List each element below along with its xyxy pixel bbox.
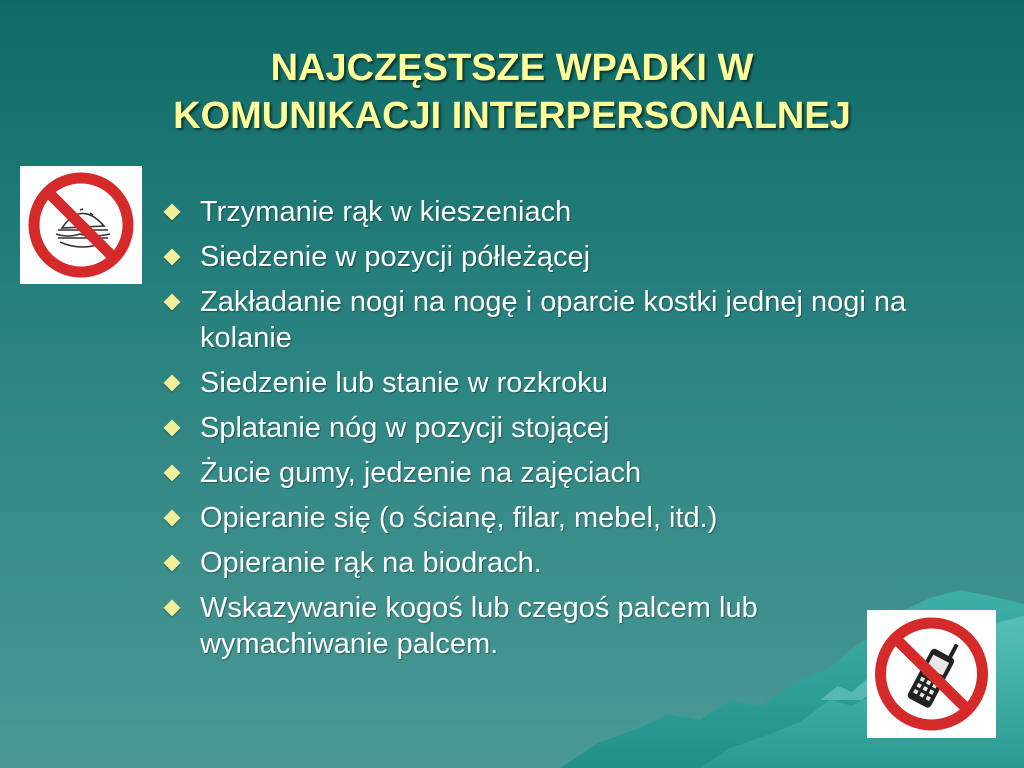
list-item-text: Siedzenie w pozycji półleżącej [200, 241, 591, 273]
diamond-bullet-icon [164, 600, 181, 617]
list-item-text: Opieranie rąk na biodrach. [200, 547, 542, 579]
list-item-text: Zakładanie nogi na nogę i oparcie kostki jednej nogi na kolanie [200, 286, 907, 354]
no-phone-sign-icon [867, 610, 996, 738]
list-item [160, 284, 920, 356]
diamond-bullet-icon [164, 204, 181, 221]
list-item-text: Siedzenie lub stanie w rozkroku [200, 367, 608, 399]
title-line-1: NAJCZĘSTSZE WPADKI W [270, 47, 754, 89]
list-item-text: Żucie gumy, jedzenie na zajęciach [200, 457, 642, 489]
diamond-bullet-icon [164, 510, 181, 527]
list-item-text: Opieranie się (o ścianę, filar, mebel, itd.) [200, 502, 718, 534]
title-line-2: KOMUNIKACJI INTERPERSONALNEJ [173, 95, 851, 137]
no-food-sign-icon [20, 166, 142, 284]
list-item [160, 590, 920, 662]
diamond-bullet-icon [164, 375, 181, 392]
diamond-bullet-icon [164, 294, 181, 311]
diamond-bullet-icon [164, 420, 181, 437]
list-item-text: Wskazywanie kogoś lub czegoś palcem lub wymachiwanie palcem. [200, 592, 758, 660]
slide-title [60, 44, 964, 140]
diamond-bullet-icon [164, 249, 181, 266]
diamond-bullet-icon [164, 465, 181, 482]
list-item-text: Splatanie nóg w pozycji stojącej [200, 412, 610, 444]
list-item [160, 239, 920, 275]
list-item [160, 194, 920, 230]
diamond-bullet-icon [164, 555, 181, 572]
bullet-list [160, 194, 920, 671]
list-item [160, 410, 920, 446]
list-item [160, 365, 920, 401]
list-item [160, 545, 920, 581]
list-item [160, 500, 920, 536]
list-item [160, 455, 920, 491]
list-item-text: Trzymanie rąk w kieszeniach [200, 196, 572, 228]
